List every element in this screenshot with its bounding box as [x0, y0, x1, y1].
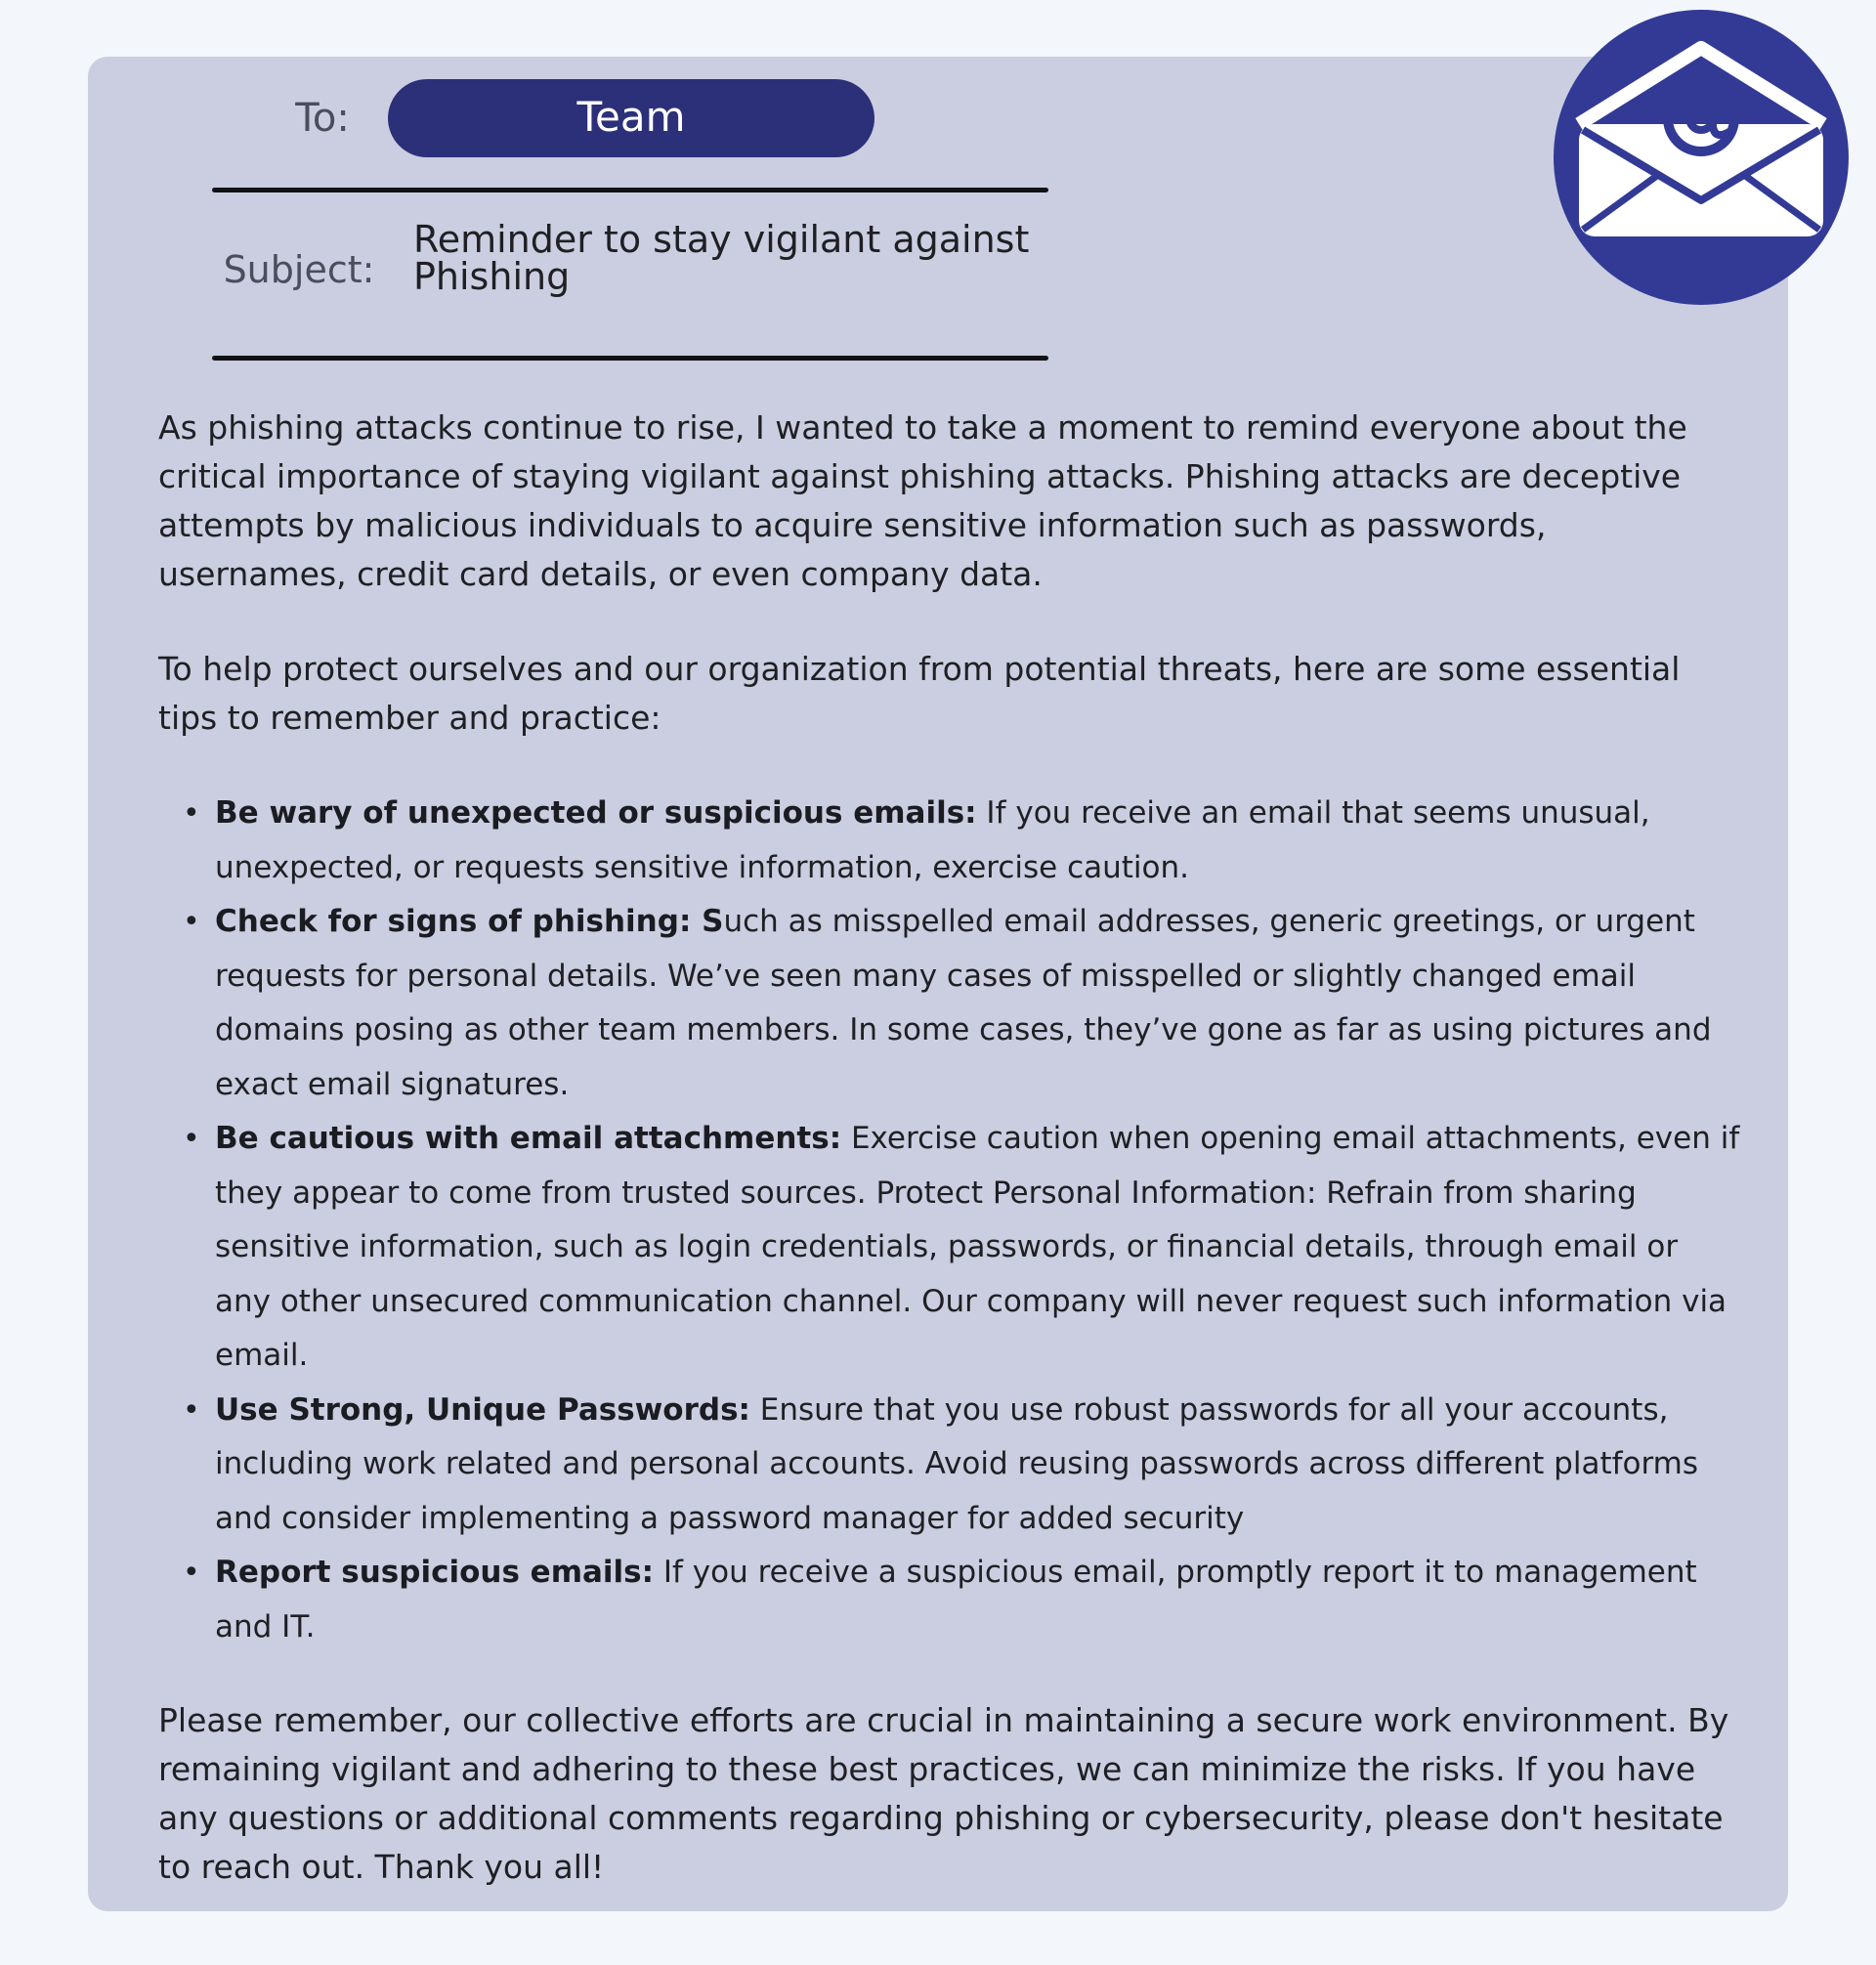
list-item	[183, 787, 1741, 895]
tip-title: Use Strong, Unique Passwords:	[215, 1391, 750, 1428]
divider	[212, 356, 1048, 361]
to-label: To:	[295, 96, 350, 141]
bullet-icon: •	[183, 1556, 200, 1590]
envelope-body	[1579, 124, 1823, 236]
bullet-icon: •	[183, 1392, 200, 1428]
bullet-icon: •	[183, 1122, 200, 1156]
subject-line: Reminder to stay vigilant against Phishing	[413, 218, 1030, 298]
intro-paragraph: As phishing attacks continue to rise, I wanted to take a moment to remind everyone about the critical importance of staying vigilant against phishing attacks. Phishing attacks are deceptive attempts by malicious individuals to acquire sensitive information such as passwords, usernames, credit card details, or even company data.	[158, 408, 1687, 593]
tip-title: Check for signs of phishing: S	[215, 904, 724, 939]
bullet-icon: •	[183, 905, 200, 939]
recipient-pill[interactable]: Team	[388, 79, 874, 157]
tip-title: Report suspicious emails:	[215, 1555, 655, 1590]
tip-text: If you receive an email that seems unusual, unexpected, or requests sensitive information, exercise caution.	[215, 795, 1650, 885]
email-body	[158, 404, 1741, 1892]
closing-paragraph: Please remember, our collective efforts are crucial in maintaining a secure work environment. By remaining vigilant and adhering to these best practices, we can minimize the risks. If you have any questions or additional comments regarding phishing or cybersecurity, please don't hesitate to reach out. Thank you all!	[158, 1701, 1729, 1886]
tip-text: If you receive a suspicious email, promptly report it to management and IT.	[215, 1555, 1697, 1645]
tip-text: Exercise caution when opening email attachments, even if they appear to come from trusted sources. Protect Personal Information: Refrain from sharing sensitive information, such as login credentials, passwords, or financial details, through email or any other unsecured communication channel. Our company will never request such information via email.	[215, 1121, 1740, 1373]
tip-text: Ensure that you use robust passwords for all your accounts, including work related and personal accounts. Avoid reusing passwords across different platforms and consider implementing a password manager for added security	[215, 1391, 1699, 1536]
email-at-icon	[1553, 9, 1850, 306]
bullet-icon: •	[183, 796, 200, 831]
email-card	[88, 57, 1788, 1911]
tips-list	[158, 787, 1741, 1654]
tip-title: Be cautious with email attachments:	[215, 1121, 842, 1156]
tip-title: Be wary of unexpected or suspicious emails:	[215, 795, 977, 831]
list-item	[183, 895, 1741, 1112]
divider	[212, 188, 1048, 192]
lead-in-paragraph: To help protect ourselves and our organization from potential threats, here are some essential tips to remember and practice:	[158, 650, 1681, 737]
list-item	[183, 1112, 1741, 1384]
list-item	[183, 1546, 1741, 1654]
subject-label: Subject:	[223, 248, 375, 291]
list-item	[183, 1384, 1741, 1547]
tip-text: uch as misspelled email addresses, generic greetings, or urgent requests for personal details. We’ve seen many cases of misspelled or slightly changed email domains posing as other team members. In some cases, they’ve gone as far as using pictures and exact email signatures.	[215, 904, 1712, 1102]
